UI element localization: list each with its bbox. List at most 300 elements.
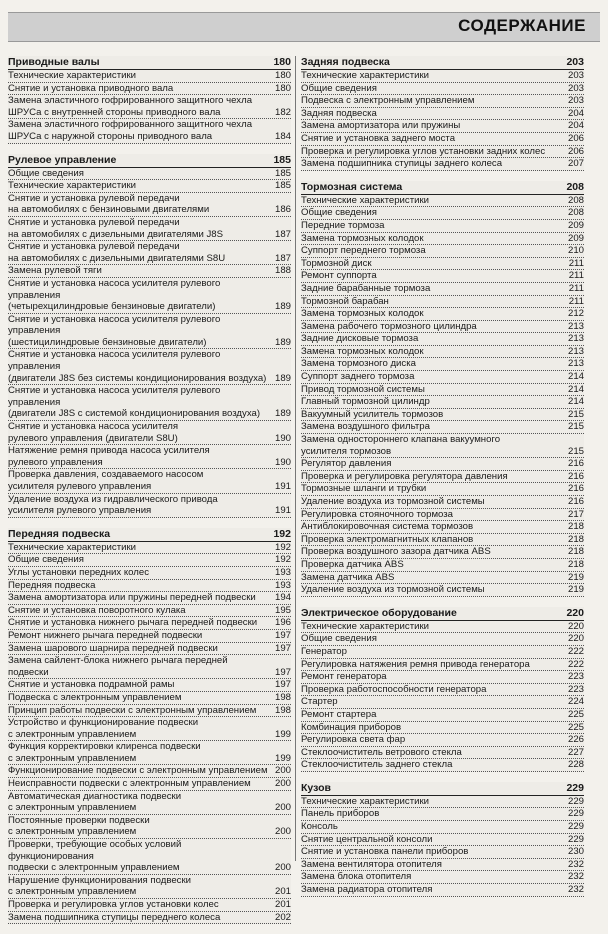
toc-entry [8,445,291,469]
toc-entry [301,709,584,722]
toc-entry [301,521,584,534]
toc-entry [8,180,291,193]
entry-title: Снятие и установка подрамной рамы [8,679,175,691]
page-title: СОДЕРЖАНИЕ [458,16,586,35]
entry-title: Неисправности подвески с электронным управлением [8,778,251,790]
entry-title: Снятие центральной консоли [301,833,433,845]
page-number: 180 [274,70,291,81]
entry-title: Тормозной барабан [301,295,389,307]
toc-entry [301,108,584,121]
toc-entry [301,759,584,772]
entry-title: Замена тормозных колодок [301,232,424,244]
toc-entry [8,168,291,181]
page-number: 187 [274,252,291,264]
toc-entry [8,815,291,839]
toc-entry [301,559,584,572]
entry-title: Общие сведения [301,207,377,219]
toc-entry [8,542,291,555]
page-number: 185 [274,180,291,192]
section-title: Рулевое управление [8,153,117,166]
entry-title: Замена одностороннего клапана вакуумного усилителя тормозов [301,434,501,457]
page-number: 220 [566,606,584,619]
entry-title: Задние дисковые тормоза [301,333,419,345]
page-number: 200 [274,765,291,777]
page-number: 225 [567,708,584,720]
page-number: 209 [567,232,584,244]
entry-title: Снятие и установка насоса усилителя рулевого управления (двигатели J8S без системы кондиционирования воздуха) [8,349,267,384]
toc-column-right [301,56,584,907]
toc-entry [301,83,584,96]
entry-title: Подвеска с электронным управлением [8,691,182,703]
page-number: 198 [274,691,291,703]
page-number: 190 [274,456,291,468]
entry-title: Технические характеристики [8,541,137,553]
page-number: 189 [274,301,291,313]
entry-title: Регулировка света фар [301,734,406,746]
toc-entry [8,217,291,241]
toc-entry [301,834,584,847]
page-number: 219 [567,571,584,583]
page-number: 223 [567,671,584,683]
page-number: 211 [568,270,584,282]
entry-title: Привод тормозной системы [301,383,425,395]
page-number: 196 [274,617,291,629]
page-number: 211 [568,282,584,294]
entry-title: Общие сведения [8,554,84,566]
entry-title: Ремонт стартера [301,708,377,720]
toc-entry [8,469,291,493]
toc-entry [8,592,291,605]
entry-title: Замена тормозных колодок [301,308,424,320]
entry-title: Главный тормозной цилиндр [301,396,430,408]
entry-title: Общие сведения [8,167,84,179]
entry-title: Проверки, требующие особых условий функционирования подвески с электронным управлением [8,839,182,874]
toc-entry [301,283,584,296]
entry-title: Проверка и регулировка углов установки задних колес [301,145,546,157]
toc-section [8,56,291,144]
entry-title: Консоль [301,821,338,833]
toc-entry [8,630,291,643]
entry-title: Общие сведения [301,633,377,645]
toc-entry [8,899,291,912]
page-number: 218 [567,533,584,545]
toc-entry [8,741,291,765]
entry-title: Замена эластичного гофрированного защитного чехла ШРУСа с наружной стороны приводного вала [8,119,253,142]
toc-entry [8,717,291,741]
entry-title: Снятие и установка насоса усилителя рулевого управления (двигатели S8U) [8,421,179,444]
page-number: 211 [568,295,584,307]
toc-entry [301,233,584,246]
toc-entry [8,692,291,705]
toc-entry [301,471,584,484]
entry-title: Суппорт переднего тормоза [301,245,426,257]
page-number: 218 [567,546,584,558]
toc-entry [301,120,584,133]
toc-entry [301,207,584,220]
toc-entry [301,722,584,735]
page-number: 199 [274,752,291,764]
page-number: 225 [567,721,584,733]
toc-entry [301,421,584,434]
page-number: 211 [568,257,584,269]
page-number: 218 [567,521,584,533]
toc-entry [8,349,291,385]
toc-entry [301,358,584,371]
page-number: 210 [567,245,584,257]
toc-entry [8,705,291,718]
entry-title: Технические характеристики [301,70,430,81]
column-divider [295,56,296,861]
toc-entry [301,308,584,321]
entry-title: Замена амортизатора или пружины передней подвески [8,592,256,604]
page-number: 197 [274,629,291,641]
page-number: 180 [273,56,291,68]
page-number: 200 [274,826,291,838]
page-number: 192 [274,554,291,566]
toc-section [8,154,291,518]
toc-entry [8,70,291,83]
section-title: Тормозная система [301,180,403,193]
entry-title: Удаление воздуха из тормозной системы [301,584,485,596]
page-number: 218 [567,558,584,570]
page-number: 216 [567,458,584,470]
entry-title: Генератор [301,645,347,657]
toc-entry [8,679,291,692]
entry-title: Замена подшипника ступицы переднего колеса [8,911,221,923]
page-number: 185 [274,167,291,179]
entry-title: Проверка работоспособности генератора [301,683,487,695]
toc-entry [8,265,291,278]
toc-entry [301,396,584,409]
entry-title: Ремонт генератора [301,671,387,683]
entry-title: Стеклоочиститель ветрового стекла [301,746,462,758]
page-number: 232 [567,858,584,870]
entry-title: Снятие и установка рулевой передачи на автомобилях с дизельными двигателями J8S [8,216,224,240]
page-number: 222 [567,658,584,670]
page-number: 208 [566,180,584,193]
entry-title: Снятие и установка приводного вала [8,82,174,94]
toc-entry [301,584,584,597]
toc-entry [301,409,584,422]
section-title: Передняя подвеска [8,527,111,540]
page-number: 197 [274,679,291,691]
toc-entry [8,567,291,580]
page-number: 206 [567,145,584,157]
page-number: 215 [567,421,584,433]
page-number: 215 [567,445,584,457]
toc-entry [301,245,584,258]
toc-entry [301,734,584,747]
page-number: 200 [274,862,291,874]
toc-entry [8,193,291,217]
page-number: 227 [567,746,584,758]
entry-title: Регулировка натяжения ремня привода генератора [301,658,530,670]
section-heading [301,607,584,621]
toc-entry [8,95,291,119]
toc-entry [8,314,291,350]
toc-entry [8,643,291,656]
toc-section [301,181,584,597]
header-bar [8,12,600,42]
toc-section [301,607,584,772]
entry-title: Проверка и регулировка углов установки колес [8,899,219,910]
page-number: 182 [274,106,291,118]
toc-entry [8,241,291,265]
page-number: 223 [567,683,584,695]
entry-title: Ремонт суппорта [301,270,377,282]
entry-title: Удаление воздуха из гидравлического привода усилителя рулевого управления [8,493,218,517]
entry-title: Тормозной диск [301,257,372,269]
toc-entry [8,554,291,567]
toc-entry [8,778,291,791]
section-heading [8,56,291,70]
page-number: 201 [274,886,291,898]
section-title: Электрическое оборудование [301,606,457,619]
page-number: 214 [567,371,584,383]
toc-entry [8,655,291,679]
page-number: 230 [567,846,584,858]
section-title: Приводные валы [8,56,100,68]
toc-section [301,782,584,897]
page-number: 217 [567,508,584,520]
entry-title: Общие сведения [301,82,377,94]
entry-title: Панель приборов [301,808,380,820]
page-number: 203 [567,82,584,94]
section-title: Задняя подвеска [301,56,390,68]
toc-entry [301,458,584,471]
page-number: 194 [274,592,291,604]
page-number: 193 [274,566,291,578]
entry-title: Снятие и установка насоса усилителя рулевого управления (двигатели J8S с системой кондиционирования воздуха) [8,385,261,420]
entry-title: Снятие и установка насоса усилителя рулевого управления (шестицилиндровые бензиновые двигатели) [8,313,221,348]
page-number: 203 [567,95,584,107]
section-heading [8,528,291,542]
page-number: 212 [567,308,584,320]
toc-entry [301,158,584,171]
toc-entry [301,483,584,496]
entry-title: Вакуумный усилитель тормозов [301,408,444,420]
toc-entry [301,371,584,384]
page-number: 208 [567,194,584,206]
toc-entry [8,791,291,815]
page-number: 213 [567,345,584,357]
toc-entry [8,83,291,96]
entry-title: Проверка воздушного зазора датчика ABS [301,546,491,558]
entry-title: Задняя подвеска [301,107,377,119]
toc-entry [301,646,584,659]
toc-entry [301,333,584,346]
page-number: 216 [567,483,584,495]
entry-title: Снятие и установка насоса усилителя рулевого управления (четырехцилиндровые бензиновые двигатели) [8,277,221,313]
page-number: 202 [274,911,291,923]
page-number: 208 [567,207,584,219]
toc-entry [301,659,584,672]
entry-title: Замена блока отопителя [301,871,412,883]
toc-entry [8,605,291,618]
toc-entry [8,580,291,593]
entry-title: Снятие и установка рулевой передачи на автомобилях с дизельными двигателями S8U [8,241,226,264]
toc-entry [301,859,584,872]
page-number: 189 [274,372,291,384]
entry-title: Замена амортизатора или пружины [301,120,461,132]
page-number: 204 [567,120,584,132]
entry-title: Задние барабанные тормоза [301,282,431,294]
toc-entry [8,912,291,925]
page-number: 216 [567,470,584,482]
page-number: 220 [567,633,584,645]
page-number: 232 [567,871,584,883]
toc-entry [301,546,584,559]
page-number: 185 [273,153,291,166]
toc-entry [8,617,291,630]
entry-title: Замена подшипника ступицы заднего колеса [301,158,503,170]
page-number: 203 [567,70,584,81]
section-heading [301,181,584,195]
toc-entry [301,871,584,884]
page-number: 213 [567,320,584,332]
toc-entry [8,839,291,875]
toc-entry [8,494,291,518]
toc-entry [301,346,584,359]
toc-entry [301,95,584,108]
toc-entry [301,621,584,634]
entry-title: Нарушение функционирования подвески с электронным управлением [8,874,192,898]
toc-section [301,56,584,171]
entry-title: Замена вентилятора отопителя [301,858,442,870]
page-number: 216 [567,496,584,507]
section-heading [301,56,584,70]
entry-title: Натяжение ремня привода насоса усилителя рулевого управления [8,445,210,468]
entry-title: Передняя подвеска [8,579,96,591]
page-number: 188 [274,265,291,277]
entry-title: Проверка электромагнитных клапанов [301,533,474,545]
page-number: 197 [274,642,291,654]
entry-title: Замена датчика ABS [301,571,395,583]
entry-title: Ремонт нижнего рычага передней подвески [8,629,203,641]
page-number: 207 [567,158,584,170]
page-number: 214 [567,383,584,395]
page-number: 189 [274,336,291,348]
toc-entry [8,119,291,143]
toc-entry [8,421,291,445]
toc-entry [301,633,584,646]
entry-title: Постоянные проверки подвески с электронным управлением [8,814,150,838]
entry-title: Передние тормоза [301,219,385,231]
toc-entry [301,296,584,309]
entry-title: Замена воздушного фильтра [301,421,430,433]
toc-entry [301,133,584,146]
toc-entry [301,821,584,834]
toc-entry [301,70,584,83]
page-number: 232 [567,884,584,896]
entry-title: Подвеска с электронным управлением [301,95,475,107]
page-number: 214 [567,396,584,408]
toc-entry [8,765,291,778]
entry-title: Стартер [301,696,338,708]
toc-entry [8,875,291,899]
entry-title: Снятие и установка поворотного кулака [8,604,186,616]
page-number: 203 [566,56,584,68]
page-number: 197 [274,666,291,678]
entry-title: Технические характеристики [8,70,137,81]
toc-entry [301,671,584,684]
entry-title: Регулировка стояночного тормоза [301,508,454,520]
toc-entry [301,572,584,585]
page-number: 204 [567,107,584,119]
entry-title: Проверка датчика ABS [301,558,404,570]
page-number: 209 [567,219,584,231]
entry-title: Замена тормозного диска [301,358,416,370]
toc-entry [301,384,584,397]
entry-title: Замена тормозных колодок [301,345,424,357]
entry-title: Антиблокировочная система тормозов [301,521,474,533]
toc-entry [301,195,584,208]
page-number: 187 [274,228,291,240]
page-number: 224 [567,696,584,708]
entry-title: Проверка и регулировка регулятора давления [301,470,508,482]
entry-title: Замена сайлент-блока нижнего рычага передней подвески [8,655,228,678]
page-number: 229 [567,821,584,833]
entry-title: Комбинация приборов [301,721,402,733]
entry-title: Удаление воздуха из тормозной системы [301,496,485,507]
page-number: 229 [566,781,584,794]
entry-title: Технические характеристики [8,180,137,192]
toc-entry [301,747,584,760]
page-number: 190 [274,432,291,444]
entry-title: Снятие и установка рулевой передачи на автомобилях с бензиновыми двигателями [8,192,210,216]
toc-entry [8,278,291,314]
page-number: 186 [274,204,291,216]
entry-title: Замена рулевой тяги [8,265,102,277]
entry-title: Замена рабочего тормозного цилиндра [301,320,477,332]
page-number: 229 [567,833,584,845]
entry-title: Технические характеристики [301,620,430,632]
toc-entry [301,884,584,897]
entry-title: Технические характеристики [301,194,430,206]
entry-title: Снятие и установка заднего моста [301,132,456,144]
toc-entry [301,434,584,458]
section-title: Кузов [301,781,331,794]
toc-column-left [8,56,291,934]
toc-entry [301,846,584,859]
page-number: 213 [567,358,584,370]
entry-title: Снятие и установка нижнего рычага передней подвески [8,617,258,629]
entry-title: Суппорт заднего тормоза [301,371,415,383]
entry-title: Замена радиатора отопителя [301,884,433,896]
entry-title: Замена эластичного гофрированного защитного чехла ШРУСа с внутренней стороны приводного вала [8,95,253,118]
page-number: 226 [567,734,584,746]
page-number: 189 [274,408,291,420]
toc-entry [301,808,584,821]
section-heading [301,782,584,796]
page-number: 201 [274,899,291,910]
page-number: 192 [274,541,291,553]
toc-entry [301,321,584,334]
page-number: 215 [567,408,584,420]
page-number: 195 [274,604,291,616]
page-number: 184 [274,130,291,142]
entry-title: Функционирование подвески с электронным управлением [8,765,268,777]
page-number: 220 [567,620,584,632]
page-number: 191 [274,505,291,517]
toc-entry [301,796,584,809]
entry-title: Проверка давления, создаваемого насосом усилителя рулевого управления [8,469,204,492]
entry-title: Стеклоочиститель заднего стекла [301,759,453,771]
entry-title: Регулятор давления [301,458,392,470]
page-number: 200 [274,778,291,790]
entry-title: Устройство и функционирование подвески с электронным управлением [8,717,199,740]
section-heading [8,154,291,168]
